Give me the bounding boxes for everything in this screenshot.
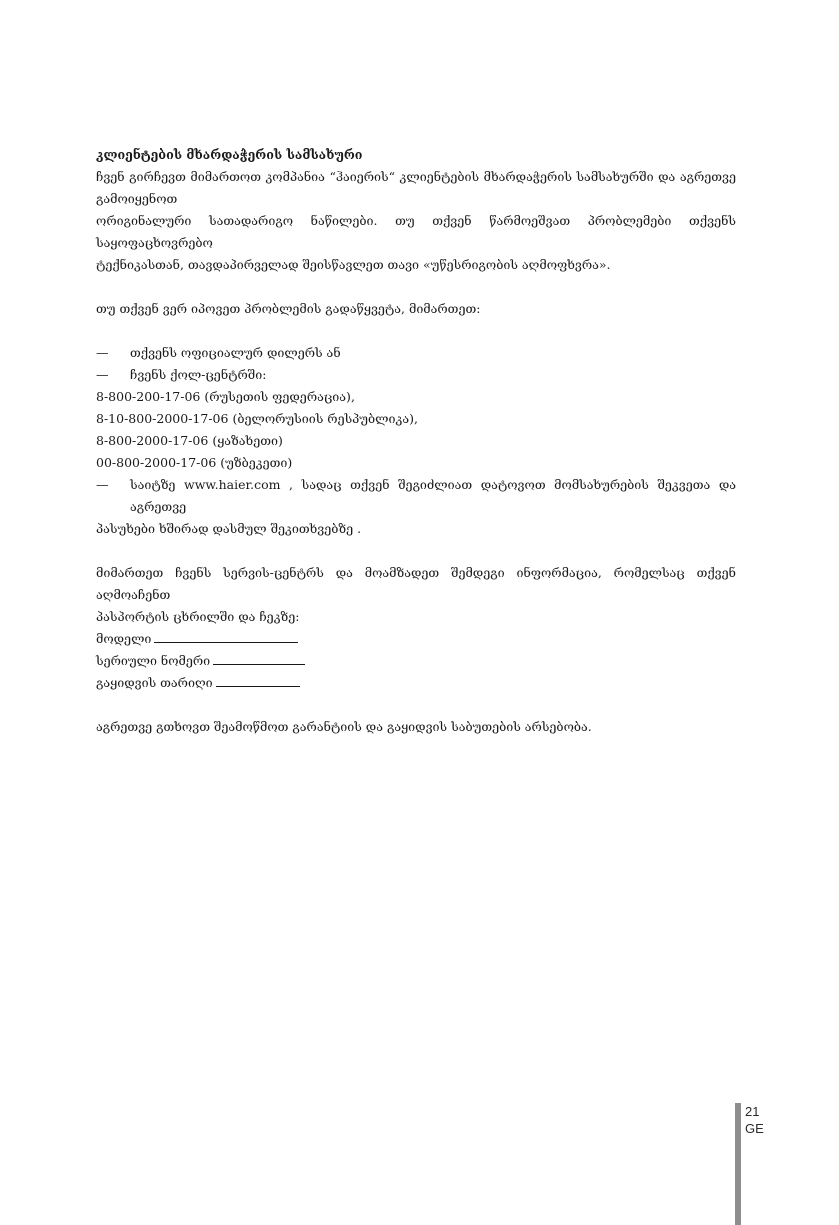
spacer: [96, 276, 736, 298]
serial-field: [96, 650, 736, 672]
intro-line-3: ტექნიკასთან, თავდაპირველად შეისწავლეთ თავი «უწესრიგობის აღმოფხვრა».: [96, 257, 611, 272]
phone-russia: [96, 386, 736, 408]
contact-option-website: [96, 474, 736, 518]
purchase-date-blank-line: [216, 672, 300, 687]
list-dash: —: [96, 367, 109, 382]
service-center-line-1: მიმართეთ ჩვენს სერვის-ცენტრს და მოამზადეთ შემდეგი ინფორმაცია, რომელსაც თქვენ აღმოაჩენთ: [96, 565, 736, 602]
spacer: [96, 540, 736, 562]
spacer: [96, 320, 736, 342]
language-code: GE: [745, 1121, 764, 1136]
phone-country: (ყაზახეთი): [212, 433, 283, 448]
phone-number: 8-800-200-17-06: [96, 389, 201, 404]
phone-number: 8-10-800-2000-17-06: [96, 411, 229, 426]
document-body: [96, 144, 736, 738]
website-text-line-2: პასუხები ხშირად დასმულ შეკითხვებზე .: [96, 521, 362, 536]
section-heading: კლიენტების მხარდაჭერის სამსახური: [96, 147, 363, 162]
intro-line-1: ჩვენ გირჩევთ მიმართოთ კომპანია “ჰაიერის“ კლიენტების მხარდაჭერის სამსახურში და აგრეთვე გამოიყენოთ: [96, 169, 736, 206]
official-dealer-text: თქვენს ოფიციალურ დილერს ან: [130, 345, 341, 360]
phone-number: 8-800-2000-17-06: [96, 433, 209, 448]
model-field: [96, 628, 736, 650]
purchase-date-label: გაყიდვის თარიღი: [96, 675, 213, 690]
website-text-line-1: საიტზე www.haier.com , სადაც თქვენ შეგიძლიათ დატოვოთ მომსახურების შეკვეთა და აგრეთვე: [130, 477, 736, 514]
page-number-block: [745, 1103, 764, 1137]
intro-line-2: ორიგინალური სათადარიგო ნაწილები. თუ თქვენ წარმოეშვათ პრობლემები თქვენს საყოფაცხოვრებო: [96, 213, 736, 250]
model-blank-line: [154, 628, 298, 643]
phone-uzbekistan: [96, 452, 736, 474]
serial-label: სერიული ნომერი: [96, 653, 211, 668]
phone-country: (რუსეთის ფედერაცია),: [204, 389, 355, 404]
call-center-text: ჩვენს ქოლ-ცენტრში:: [130, 367, 267, 382]
spacer: [96, 694, 736, 716]
page-edge-bar-lower: [735, 1183, 741, 1225]
list-dash: —: [96, 345, 109, 360]
closing-text: აგრეთვე გთხოვთ შეამოწმოთ გარანტიის და გაყიდვის საბუთების არსებობა.: [96, 719, 592, 734]
phone-kazakhstan: [96, 430, 736, 452]
service-center-line-2: პასპორტის ცხრილში და ჩეკზე:: [96, 609, 300, 624]
page-edge-bar: [735, 1103, 741, 1183]
contact-option-call-center: [96, 364, 736, 386]
model-label: მოდელი: [96, 631, 152, 646]
phone-number: 00-800-2000-17-06: [96, 455, 217, 470]
cannot-solve-text: თუ თქვენ ვერ იპოვეთ პრობლემის გადაწყვეტა, მიმართეთ:: [96, 301, 481, 316]
contact-option-dealer: [96, 342, 736, 364]
page-number: 21: [745, 1104, 760, 1119]
phone-country: (უზბეკეთი): [220, 455, 293, 470]
phone-country: (ბელორუსიის რესპუბლიკა),: [232, 411, 418, 426]
serial-blank-line: [213, 650, 305, 665]
purchase-date-field: [96, 672, 736, 694]
phone-belarus: [96, 408, 736, 430]
list-dash: —: [96, 477, 109, 492]
